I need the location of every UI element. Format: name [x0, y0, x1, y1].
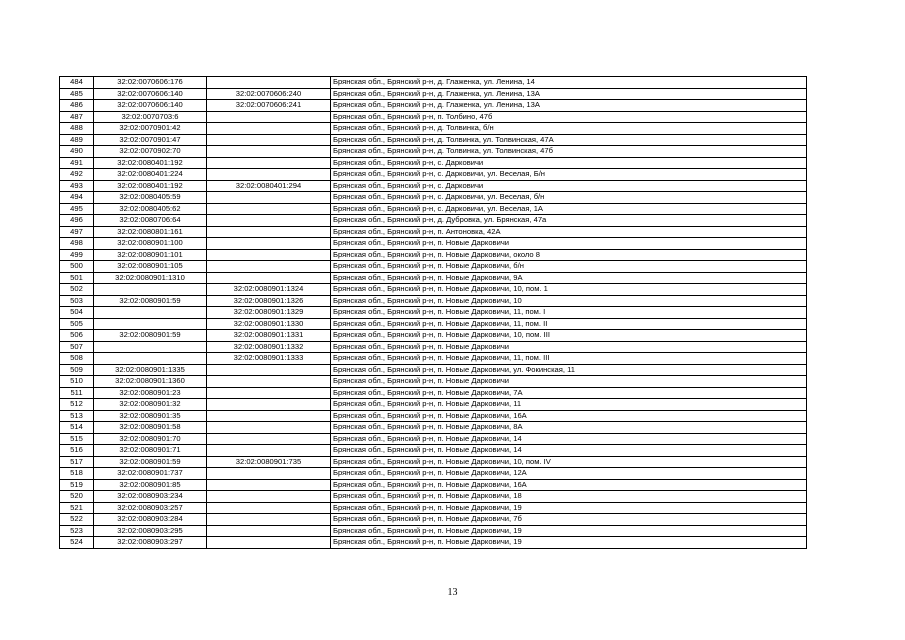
related-cadastral-number-cell [207, 169, 331, 181]
address-cell: Брянская обл., Брянский р-н, п. Новые Дарковичи [331, 341, 807, 353]
address-cell: Брянская обл., Брянский р-н, п. Новые Дарковичи, 14 [331, 445, 807, 457]
table-row [60, 433, 807, 445]
address-cell: Брянская обл., Брянский р-н, п. Новые Дарковичи, 18 [331, 491, 807, 503]
related-cadastral-number-cell [207, 249, 331, 261]
row-number-cell: 496 [60, 215, 94, 227]
row-number-cell: 489 [60, 134, 94, 146]
row-number-cell: 509 [60, 364, 94, 376]
related-cadastral-number-cell: 32:02:0080901:735 [207, 456, 331, 468]
table-row [60, 226, 807, 238]
row-number-cell: 488 [60, 123, 94, 135]
table-row [60, 525, 807, 537]
address-cell: Брянская обл., Брянский р-н, п. Новые Дарковичи, 7А [331, 387, 807, 399]
row-number-cell: 522 [60, 514, 94, 526]
row-number-cell: 512 [60, 399, 94, 411]
table-row [60, 261, 807, 273]
table-row [60, 341, 807, 353]
table-row [60, 295, 807, 307]
address-cell: Брянская обл., Брянский р-н, с. Дарковичи, ул. Веселая, Б/н [331, 169, 807, 181]
address-cell: Брянская обл., Брянский р-н, п. Новые Дарковичи, 11 [331, 399, 807, 411]
cadastral-number-cell: 32:02:0080901:737 [94, 468, 207, 480]
cadastral-number-cell: 32:02:0080401:192 [94, 157, 207, 169]
address-cell: Брянская обл., Брянский р-н, п. Новые Дарковичи, 14 [331, 433, 807, 445]
row-number-cell: 517 [60, 456, 94, 468]
table-row [60, 238, 807, 250]
row-number-cell: 502 [60, 284, 94, 296]
address-cell: Брянская обл., Брянский р-н, п. Новые Дарковичи, 8А [331, 422, 807, 434]
address-cell: Брянская обл., Брянский р-н, п. Новые Дарковичи, 12А [331, 468, 807, 480]
table-row [60, 192, 807, 204]
cadastral-number-cell: 32:02:0080901:105 [94, 261, 207, 273]
related-cadastral-number-cell: 32:02:0080901:1330 [207, 318, 331, 330]
related-cadastral-number-cell: 32:02:0080901:1332 [207, 341, 331, 353]
cadastral-number-cell: 32:02:0080901:1335 [94, 364, 207, 376]
row-number-cell: 519 [60, 479, 94, 491]
cadastral-number-cell: 32:02:0070606:176 [94, 77, 207, 89]
table-row [60, 353, 807, 365]
address-cell: Брянская обл., Брянский р-н, п. Новые Дарковичи, около 8 [331, 249, 807, 261]
related-cadastral-number-cell [207, 192, 331, 204]
related-cadastral-number-cell: 32:02:0070606:241 [207, 100, 331, 112]
cadastral-number-cell: 32:02:0080901:85 [94, 479, 207, 491]
related-cadastral-number-cell: 32:02:0080901:1324 [207, 284, 331, 296]
address-cell: Брянская обл., Брянский р-н, с. Дарковичи, ул. Веселая, 1А [331, 203, 807, 215]
related-cadastral-number-cell [207, 203, 331, 215]
related-cadastral-number-cell [207, 134, 331, 146]
row-number-cell: 514 [60, 422, 94, 434]
table-row [60, 376, 807, 388]
related-cadastral-number-cell [207, 77, 331, 89]
cadastral-number-cell: 32:02:0080901:70 [94, 433, 207, 445]
address-cell: Брянская обл., Брянский р-н, п. Новые Дарковичи, 16А [331, 479, 807, 491]
cadastral-number-cell: 32:02:0070606:140 [94, 100, 207, 112]
related-cadastral-number-cell [207, 537, 331, 549]
related-cadastral-number-cell [207, 226, 331, 238]
related-cadastral-number-cell [207, 491, 331, 503]
related-cadastral-number-cell [207, 376, 331, 388]
address-cell: Брянская обл., Брянский р-н, п. Новые Дарковичи, 19 [331, 537, 807, 549]
table-row [60, 491, 807, 503]
row-number-cell: 504 [60, 307, 94, 319]
address-cell: Брянская обл., Брянский р-н, с. Дарковичи, ул. Веселая, б/н [331, 192, 807, 204]
address-cell: Брянская обл., Брянский р-н, п. Новые Дарковичи, 9А [331, 272, 807, 284]
cadastral-number-cell [94, 353, 207, 365]
address-cell: Брянская обл., Брянский р-н, п. Новые Дарковичи, 10 [331, 295, 807, 307]
related-cadastral-number-cell [207, 111, 331, 123]
table-row [60, 479, 807, 491]
cadastral-number-cell: 32:02:0070703:6 [94, 111, 207, 123]
cadastral-number-cell: 32:02:0080801:161 [94, 226, 207, 238]
address-cell: Брянская обл., Брянский р-н, с. Дарковичи [331, 180, 807, 192]
row-number-cell: 505 [60, 318, 94, 330]
table-row [60, 537, 807, 549]
related-cadastral-number-cell: 32:02:0080901:1329 [207, 307, 331, 319]
table-row [60, 456, 807, 468]
address-cell: Брянская обл., Брянский р-н, п. Новые Дарковичи, 19 [331, 502, 807, 514]
table-row [60, 123, 807, 135]
cadastral-number-cell: 32:02:0080901:23 [94, 387, 207, 399]
property-registry-table [59, 76, 807, 549]
row-number-cell: 523 [60, 525, 94, 537]
row-number-cell: 513 [60, 410, 94, 422]
cadastral-number-cell: 32:02:0070901:47 [94, 134, 207, 146]
address-cell: Брянская обл., Брянский р-н, п. Новые Дарковичи [331, 376, 807, 388]
cadastral-number-cell: 32:02:0080903:295 [94, 525, 207, 537]
address-cell: Брянская обл., Брянский р-н, п. Антоновка, 42А [331, 226, 807, 238]
row-number-cell: 511 [60, 387, 94, 399]
related-cadastral-number-cell [207, 399, 331, 411]
related-cadastral-number-cell [207, 433, 331, 445]
table-row [60, 249, 807, 261]
row-number-cell: 495 [60, 203, 94, 215]
row-number-cell: 499 [60, 249, 94, 261]
related-cadastral-number-cell: 32:02:0080901:1331 [207, 330, 331, 342]
address-cell: Брянская обл., Брянский р-н, п. Новые Дарковичи [331, 238, 807, 250]
row-number-cell: 516 [60, 445, 94, 457]
related-cadastral-number-cell [207, 445, 331, 457]
row-number-cell: 521 [60, 502, 94, 514]
cadastral-number-cell [94, 318, 207, 330]
row-number-cell: 510 [60, 376, 94, 388]
row-number-cell: 498 [60, 238, 94, 250]
row-number-cell: 501 [60, 272, 94, 284]
page-number: 13 [447, 587, 458, 598]
related-cadastral-number-cell: 32:02:0080901:1333 [207, 353, 331, 365]
address-cell: Брянская обл., Брянский р-н, п. Новые Дарковичи, б/н [331, 261, 807, 273]
table-row [60, 88, 807, 100]
cadastral-number-cell [94, 284, 207, 296]
table-row [60, 307, 807, 319]
row-number-cell: 497 [60, 226, 94, 238]
cadastral-number-cell: 32:02:0080901:1310 [94, 272, 207, 284]
related-cadastral-number-cell [207, 238, 331, 250]
address-cell: Брянская обл., Брянский р-н, п. Новые Дарковичи, 11, пом. I [331, 307, 807, 319]
address-cell: Брянская обл., Брянский р-н, п. Новые Дарковичи, 10, пом. III [331, 330, 807, 342]
cadastral-number-cell: 32:02:0080401:192 [94, 180, 207, 192]
table-row [60, 157, 807, 169]
row-number-cell: 508 [60, 353, 94, 365]
table-row [60, 410, 807, 422]
table-row [60, 111, 807, 123]
related-cadastral-number-cell: 32:02:0080401:294 [207, 180, 331, 192]
address-cell: Брянская обл., Брянский р-н, п. Новые Дарковичи, 7б [331, 514, 807, 526]
address-cell: Брянская обл., Брянский р-н, п. Новые Дарковичи, ул. Фокинская, 11 [331, 364, 807, 376]
registry-table-body [60, 77, 807, 549]
cadastral-number-cell: 32:02:0080901:71 [94, 445, 207, 457]
row-number-cell: 491 [60, 157, 94, 169]
row-number-cell: 506 [60, 330, 94, 342]
cadastral-number-cell: 32:02:0080903:297 [94, 537, 207, 549]
row-number-cell: 518 [60, 468, 94, 480]
row-number-cell: 486 [60, 100, 94, 112]
cadastral-number-cell: 32:02:0080901:1360 [94, 376, 207, 388]
table-row [60, 399, 807, 411]
table-row [60, 364, 807, 376]
related-cadastral-number-cell [207, 422, 331, 434]
related-cadastral-number-cell [207, 364, 331, 376]
row-number-cell: 487 [60, 111, 94, 123]
table-row [60, 502, 807, 514]
cadastral-number-cell: 32:02:0080901:59 [94, 295, 207, 307]
address-cell: Брянская обл., Брянский р-н, д. Глаженка, ул. Ленина, 13А [331, 100, 807, 112]
address-cell: Брянская обл., Брянский р-н, с. Дарковичи [331, 157, 807, 169]
related-cadastral-number-cell [207, 215, 331, 227]
address-cell: Брянская обл., Брянский р-н, д. Глаженка, ул. Ленина, 14 [331, 77, 807, 89]
row-number-cell: 503 [60, 295, 94, 307]
table-row [60, 468, 807, 480]
row-number-cell: 494 [60, 192, 94, 204]
cadastral-number-cell: 32:02:0080901:59 [94, 456, 207, 468]
related-cadastral-number-cell [207, 468, 331, 480]
table-row [60, 169, 807, 181]
row-number-cell: 493 [60, 180, 94, 192]
table-row [60, 272, 807, 284]
row-number-cell: 485 [60, 88, 94, 100]
address-cell: Брянская обл., Брянский р-н, п. Новые Дарковичи, 10, пом. 1 [331, 284, 807, 296]
related-cadastral-number-cell [207, 479, 331, 491]
related-cadastral-number-cell: 32:02:0070606:240 [207, 88, 331, 100]
related-cadastral-number-cell [207, 123, 331, 135]
address-cell: Брянская обл., Брянский р-н, д. Толвинка, б/н [331, 123, 807, 135]
table-row [60, 422, 807, 434]
cadastral-number-cell [94, 341, 207, 353]
table-row [60, 100, 807, 112]
address-cell: Брянская обл., Брянский р-н, п. Новые Дарковичи, 19 [331, 525, 807, 537]
row-number-cell: 492 [60, 169, 94, 181]
address-cell: Брянская обл., Брянский р-н, п. Новые Дарковичи, 10, пом. IV [331, 456, 807, 468]
address-cell: Брянская обл., Брянский р-н, п. Толбино, 47б [331, 111, 807, 123]
cadastral-number-cell: 32:02:0080903:284 [94, 514, 207, 526]
address-cell: Брянская обл., Брянский р-н, п. Новые Дарковичи, 11, пом. II [331, 318, 807, 330]
table-row [60, 284, 807, 296]
table-row [60, 330, 807, 342]
address-cell: Брянская обл., Брянский р-н, д. Толвинка, ул. Толвинская, 47б [331, 146, 807, 158]
cadastral-number-cell: 32:02:0070901:42 [94, 123, 207, 135]
table-row [60, 77, 807, 89]
related-cadastral-number-cell [207, 387, 331, 399]
cadastral-number-cell: 32:02:0080901:101 [94, 249, 207, 261]
table-row [60, 134, 807, 146]
related-cadastral-number-cell [207, 502, 331, 514]
related-cadastral-number-cell [207, 514, 331, 526]
related-cadastral-number-cell [207, 272, 331, 284]
row-number-cell: 490 [60, 146, 94, 158]
table-row [60, 387, 807, 399]
cadastral-number-cell: 32:02:0080901:32 [94, 399, 207, 411]
cadastral-number-cell: 32:02:0080401:224 [94, 169, 207, 181]
table-row [60, 514, 807, 526]
related-cadastral-number-cell: 32:02:0080901:1326 [207, 295, 331, 307]
table-row [60, 318, 807, 330]
cadastral-number-cell: 32:02:0080405:62 [94, 203, 207, 215]
cadastral-number-cell: 32:02:0080405:59 [94, 192, 207, 204]
row-number-cell: 520 [60, 491, 94, 503]
address-cell: Брянская обл., Брянский р-н, п. Новые Дарковичи, 16А [331, 410, 807, 422]
cadastral-number-cell: 32:02:0080901:58 [94, 422, 207, 434]
related-cadastral-number-cell [207, 146, 331, 158]
cadastral-number-cell: 32:02:0080706:64 [94, 215, 207, 227]
row-number-cell: 500 [60, 261, 94, 273]
cadastral-number-cell: 32:02:0080903:257 [94, 502, 207, 514]
table-row [60, 180, 807, 192]
row-number-cell: 484 [60, 77, 94, 89]
table-row [60, 203, 807, 215]
cadastral-number-cell: 32:02:0070606:140 [94, 88, 207, 100]
address-cell: Брянская обл., Брянский р-н, д. Глаженка, ул. Ленина, 13А [331, 88, 807, 100]
address-cell: Брянская обл., Брянский р-н, д. Толвинка, ул. Толвинская, 47А [331, 134, 807, 146]
cadastral-number-cell: 32:02:0080901:35 [94, 410, 207, 422]
cadastral-number-cell: 32:02:0080903:234 [94, 491, 207, 503]
table-row [60, 215, 807, 227]
cadastral-number-cell: 32:02:0080901:100 [94, 238, 207, 250]
table-row [60, 146, 807, 158]
row-number-cell: 515 [60, 433, 94, 445]
related-cadastral-number-cell [207, 157, 331, 169]
cadastral-number-cell [94, 307, 207, 319]
row-number-cell: 524 [60, 537, 94, 549]
cadastral-number-cell: 32:02:0080901:59 [94, 330, 207, 342]
cadastral-number-cell: 32:02:0070902:70 [94, 146, 207, 158]
related-cadastral-number-cell [207, 525, 331, 537]
address-cell: Брянская обл., Брянский р-н, п. Новые Дарковичи, 11, пом. III [331, 353, 807, 365]
related-cadastral-number-cell [207, 261, 331, 273]
row-number-cell: 507 [60, 341, 94, 353]
address-cell: Брянская обл., Брянский р-н, д. Дубровка, ул. Брянская, 47а [331, 215, 807, 227]
related-cadastral-number-cell [207, 410, 331, 422]
table-row [60, 445, 807, 457]
